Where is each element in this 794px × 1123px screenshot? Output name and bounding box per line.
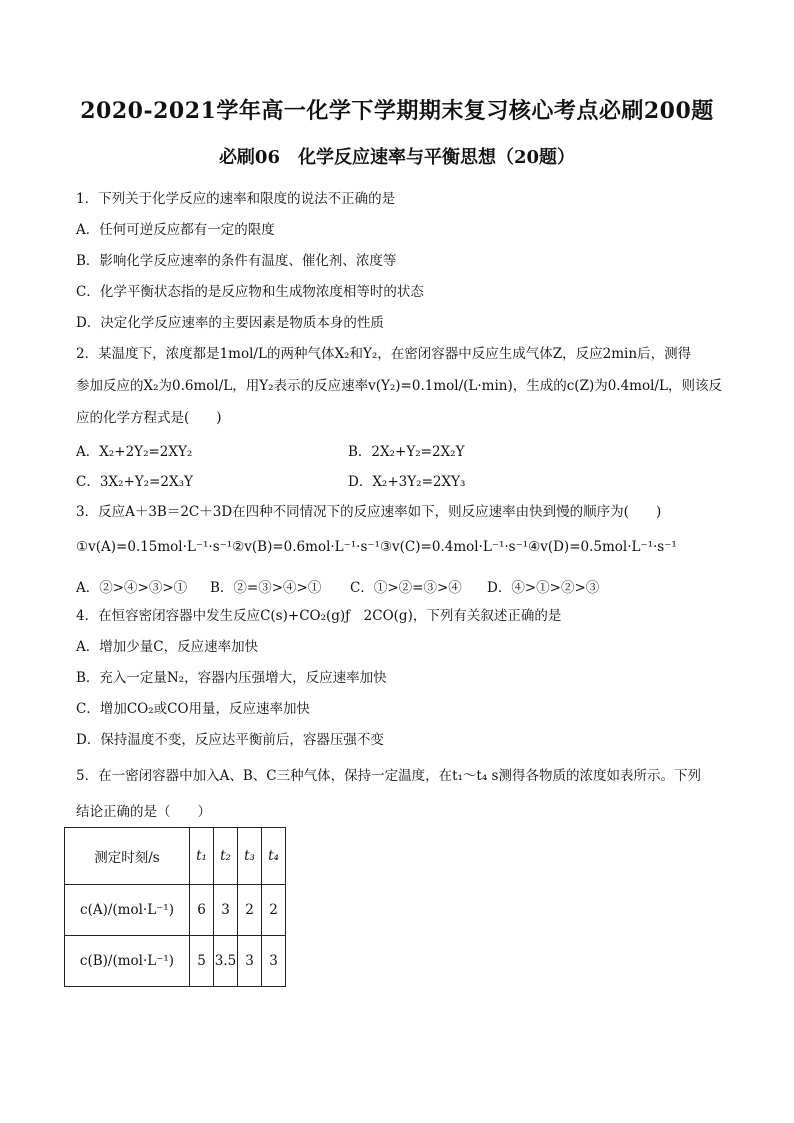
document-title: 2020-2021学年高一化学下学期期末复习核心考点必刷200题	[80, 98, 714, 124]
table-header-cell: 测定时刻/s	[65, 828, 190, 885]
table-cell: 3	[262, 936, 286, 987]
document-subtitle: 必刷06 化学反应速率与平衡思想（20题）	[218, 147, 576, 168]
q2-option-d: D．X₂+3Y₂=2XY₃	[348, 474, 466, 490]
q2-option-b: B．2X₂+Y₂=2X₂Y	[348, 444, 465, 460]
q5-line-1: 5．在一密闭容器中加入A、B、C三种气体，保持一定温度，在t₁～t₄ s测得各物质的浓度如表所示。下列	[76, 768, 701, 784]
table-cell: 2	[262, 885, 286, 936]
q1-option-c: C．化学平衡状态指的是反应物和生成物浓度相等时的状态	[76, 284, 424, 300]
concentration-table	[64, 827, 286, 987]
q1-option-b: B．影响化学反应速率的条件有温度、催化剂、浓度等	[76, 253, 397, 269]
q2-option-c: C．3X₂+Y₂=2X₃Y	[76, 474, 193, 490]
table-row	[65, 936, 286, 987]
q1-stem: 1．下列关于化学反应的速率和限度的说法不正确的是	[76, 191, 396, 207]
q2-line-2: 参加反应的X₂为0.6mol/L，用Y₂表示的反应速率v(Y₂)=0.1mol/(L·min)，生成的c(Z)为0.4mol/L，则该反	[76, 378, 722, 394]
q2-line-1: 2．某温度下，浓度都是1mol/L的两种气体X₂和Y₂，在密闭容器中反应生成气体Z，反应2min后，测得	[76, 346, 692, 362]
table-row-label: c(B)/(mol·L⁻¹)	[65, 936, 190, 987]
q4-option-b: B．充入一定量N₂，容器内压强增大，反应速率加快	[76, 670, 387, 686]
q4-option-d: D．保持温度不变，反应达平衡前后，容器压强不变	[76, 732, 384, 748]
table-header-cell: t₂	[214, 828, 238, 885]
q3-option-d: D．④>①>②>③	[487, 580, 600, 596]
q3-option-b: B．②=③>④>①	[210, 580, 322, 596]
q4-option-c: C．增加CO₂或CO用量，反应速率加快	[76, 701, 311, 717]
q3-stem: 3．反应A＋3B＝2C＋3D在四种不同情况下的反应速率如下，则反应速率由快到慢的顺序为( )	[76, 504, 662, 520]
q2-option-a: A．X₂+2Y₂=2XY₂	[76, 444, 193, 460]
q1-option-a: A．任何可逆反应都有一定的限度	[76, 222, 275, 238]
q4-stem: 4．在恒容密闭容器中发生反应C(s)+CO₂(g)ƒ 2CO(g)，下列有关叙述正确的是	[76, 608, 562, 624]
table-row	[65, 885, 286, 936]
table-cell: 5	[190, 936, 214, 987]
q3-option-c: C．①>②=③>④	[350, 580, 462, 596]
table-header-cell: t₃	[238, 828, 262, 885]
table-header-cell: t₄	[262, 828, 286, 885]
q5-line-2: 结论正确的是（ ）	[76, 804, 211, 820]
table-cell: 3.5	[214, 936, 238, 987]
table-cell: 3	[214, 885, 238, 936]
table-header-cell: t₁	[190, 828, 214, 885]
table-cell: 2	[238, 885, 262, 936]
table-row-label: c(A)/(mol·L⁻¹)	[65, 885, 190, 936]
q4-option-a: A．增加少量C，反应速率加快	[76, 639, 259, 655]
q1-option-d: D．决定化学反应速率的主要因素是物质本身的性质	[76, 315, 384, 331]
q3-option-a: A．②>④>③>①	[76, 580, 188, 596]
table-header-row	[65, 828, 286, 885]
q3-rates: ①v(A)=0.15mol·L⁻¹·s⁻¹②v(B)=0.6mol·L⁻¹·s⁻¹③v(C)=0.4mol·L⁻¹·s⁻¹④v(D)=0.5mol·L⁻¹·s⁻¹	[76, 539, 677, 555]
table-cell: 3	[238, 936, 262, 987]
q2-line-3: 应的化学方程式是( )	[76, 410, 222, 426]
table-cell: 6	[190, 885, 214, 936]
